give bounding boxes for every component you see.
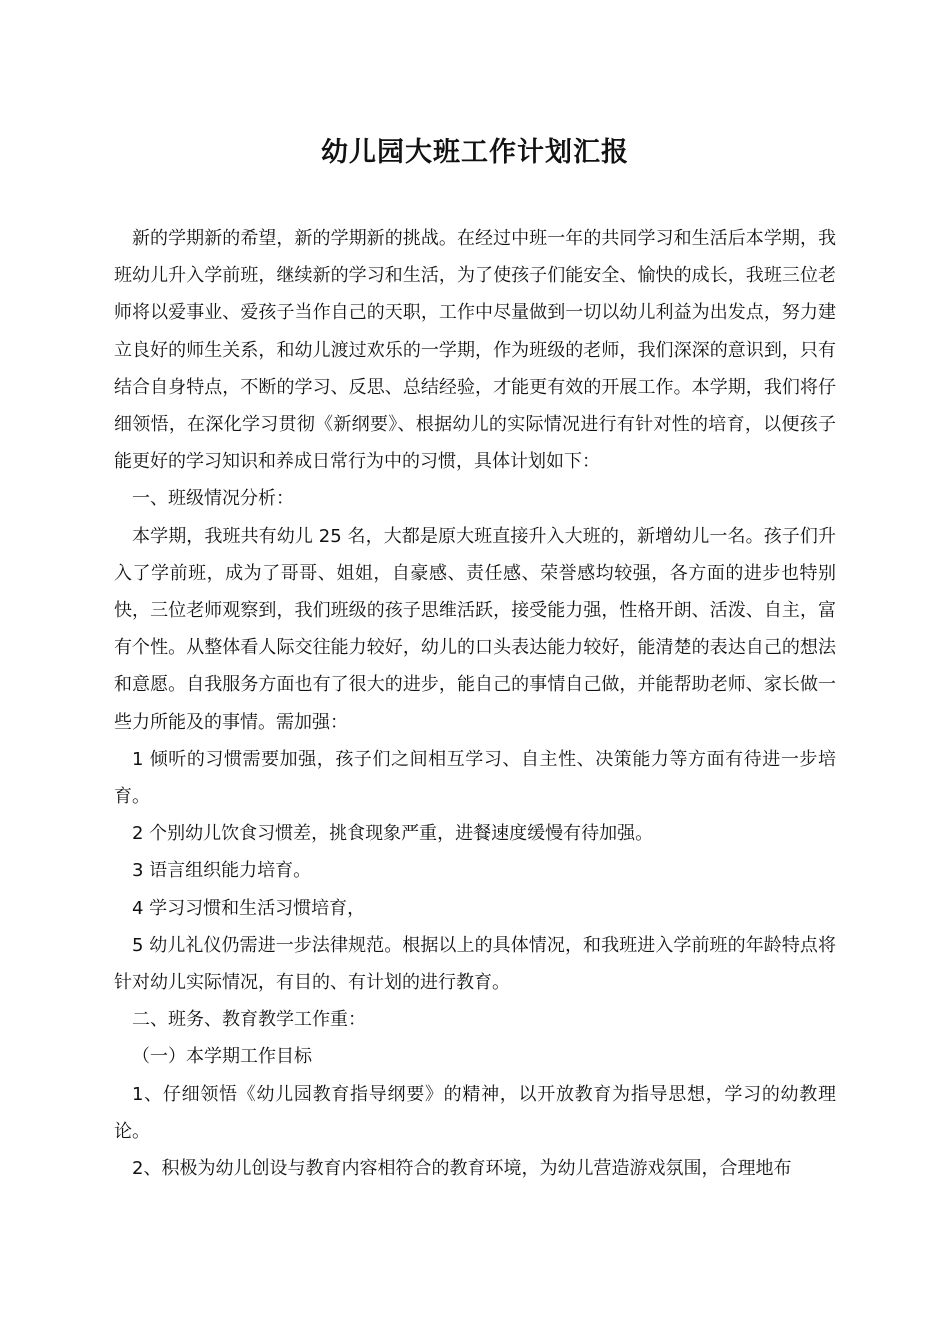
document-body [114, 220, 836, 1187]
subsection-heading-goals: （一）本学期工作目标 [132, 1046, 312, 1068]
list-item-3: 3 语言组织能力培育。 [132, 860, 312, 882]
goal-item-1: 1、仔细领悟《幼儿园教育指导纲要》的精神，以开放教育为指导思想，学习的幼教理论。 [114, 1083, 836, 1142]
section-heading-class-affairs: 二、班务、教育教学工作重： [132, 1009, 366, 1031]
section-heading-class-analysis: 一、班级情况分析： [132, 488, 294, 510]
class-analysis-paragraph: 本学期，我班共有幼儿 25 名，大都是原大班直接升入大班的，新增幼儿一名。孩子们升入了学前班，成为了哥哥、姐姐，自豪感、责任感、荣誉感均较强，各方面的进步也特别快，三位老师观察到，我们班级的孩子思维活跃，接受能力强，性格开朗、活泼、自主，富有个性。从整体看人际交往能力较好，幼儿的口头表达能力较好，能清楚的表达自己的想法和意愿。自我服务方面也有了很大的进步，能自己的事情自己做，并能帮助老师、家长做一些力所能及的事情。需加强： [114, 525, 836, 733]
list-item-2: 2 个别幼儿饮食习惯差，挑食现象严重，进餐速度缓慢有待加强。 [132, 823, 654, 845]
goal-item-2: 2、积极为幼儿创设与教育内容相符合的教育环境，为幼儿营造游戏氛围，合理地布 [132, 1158, 792, 1180]
list-item-5: 5 幼儿礼仪仍需进一步法律规范。根据以上的具体情况，和我班进入学前班的年龄特点将针对幼儿实际情况，有目的、有计划的进行教育。 [114, 934, 836, 994]
intro-paragraph: 新的学期新的希望，新的学期新的挑战。在经过中班一年的共同学习和生活后本学期，我班幼儿升入学前班，继续新的学习和生活，为了使孩子们能安全、愉快的成长，我班三位老师将以爱事业、爱孩子当作自己的天职，工作中尽量做到一切以幼儿利益为出发点，努力建立良好的师生关系，和幼儿渡过欢乐的一学期，作为班级的老师，我们深深的意识到，只有结合自身特点，不断的学习、反思、总结经验，才能更有效的开展工作。本学期，我们将仔细领悟，在深化学习贯彻《新纲要》、根据幼儿的实际情况进行有针对性的培育，以便孩子能更好的学习知识和养成日常行为中的习惯，具体计划如下： [114, 228, 836, 473]
document-title: 幼儿园大班工作计划汇报 [321, 137, 629, 168]
list-item-1: 1 倾听的习惯需要加强，孩子们之间相互学习、自主性、决策能力等方面有待进一步培育。 [114, 748, 836, 808]
list-item-4: 4 学习习惯和生活习惯培育， [132, 897, 366, 919]
